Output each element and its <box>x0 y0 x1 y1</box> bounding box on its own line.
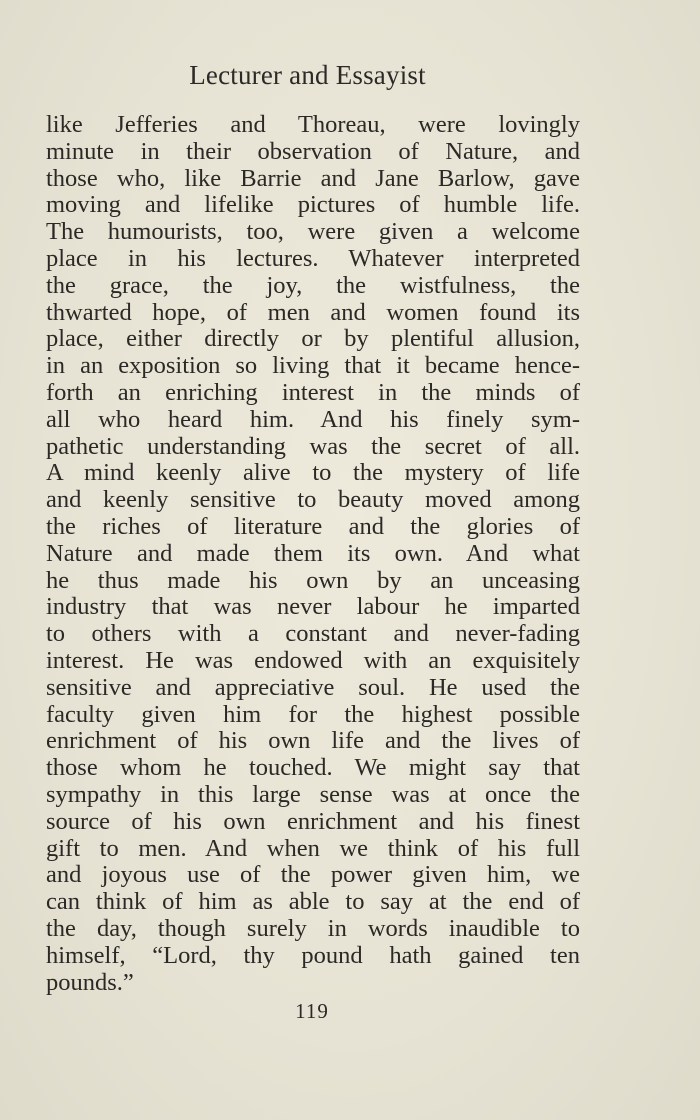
text-line: like Jefferies and Thoreau, were lovingly <box>46 111 580 138</box>
text-line: moving and lifelike pictures of humble life. <box>46 191 580 219</box>
text-line: sympathy in this large sense was at once the <box>46 780 580 808</box>
text-line: Nature and made them its own. And what <box>46 539 580 567</box>
text-line: interest. He was endowed with an exquisitely <box>46 646 580 674</box>
text-line: and keenly sensitive to beauty moved among <box>46 486 580 514</box>
running-head: Lecturer and Essayist <box>189 60 426 90</box>
page-number: 119 <box>295 999 329 1023</box>
text-line: thwarted hope, of men and women found its <box>46 298 580 326</box>
text-line: The humourists, too, were given a welcome <box>46 218 580 246</box>
text-line: he thus made his own by an unceasing <box>46 566 580 594</box>
text-line: enrichment of his own life and the lives of <box>46 727 580 755</box>
text-line: and joyous use of the power given him, we <box>46 861 580 889</box>
text-line-last: pounds.” <box>46 968 134 996</box>
text-line: A mind keenly alive to the mystery of life <box>46 459 580 487</box>
text-line: minute in their observation of Nature, and <box>46 137 580 165</box>
text-line: those who, like Barrie and Jane Barlow, gave <box>46 164 580 192</box>
text-line: source of his own enrichment and his finest <box>46 807 580 835</box>
text-line: the day, though surely in words inaudible to <box>46 914 580 942</box>
text-line: in an exposition so living that it became hence- <box>46 352 580 380</box>
text-line: industry that was never labour he imparted <box>46 593 580 621</box>
text-line: gift to men. And when we think of his full <box>46 834 580 862</box>
text-line: himself, “Lord, thy pound hath gained ten <box>46 941 580 969</box>
text-line: the riches of literature and the glories of <box>46 512 580 540</box>
text-line: to others with a constant and never-fading <box>46 620 580 648</box>
text-line: forth an enriching interest in the minds of <box>46 378 580 406</box>
text-line: all who heard him. And his finely sym- <box>46 405 580 433</box>
text-line: those whom he touched. We might say that <box>46 754 580 782</box>
text-line: place, either directly or by plentiful allusion, <box>46 325 580 353</box>
text-line: the grace, the joy, the wistfulness, the <box>46 271 580 299</box>
text-line: faculty given him for the highest possible <box>46 700 580 728</box>
text-line: sensitive and appreciative soul. He used the <box>46 673 580 701</box>
text-line: can think of him as able to say at the end of <box>46 888 580 916</box>
text-line: place in his lectures. Whatever interpreted <box>46 244 580 272</box>
body-text <box>46 112 580 996</box>
text-line: pathetic understanding was the secret of all. <box>46 432 580 460</box>
